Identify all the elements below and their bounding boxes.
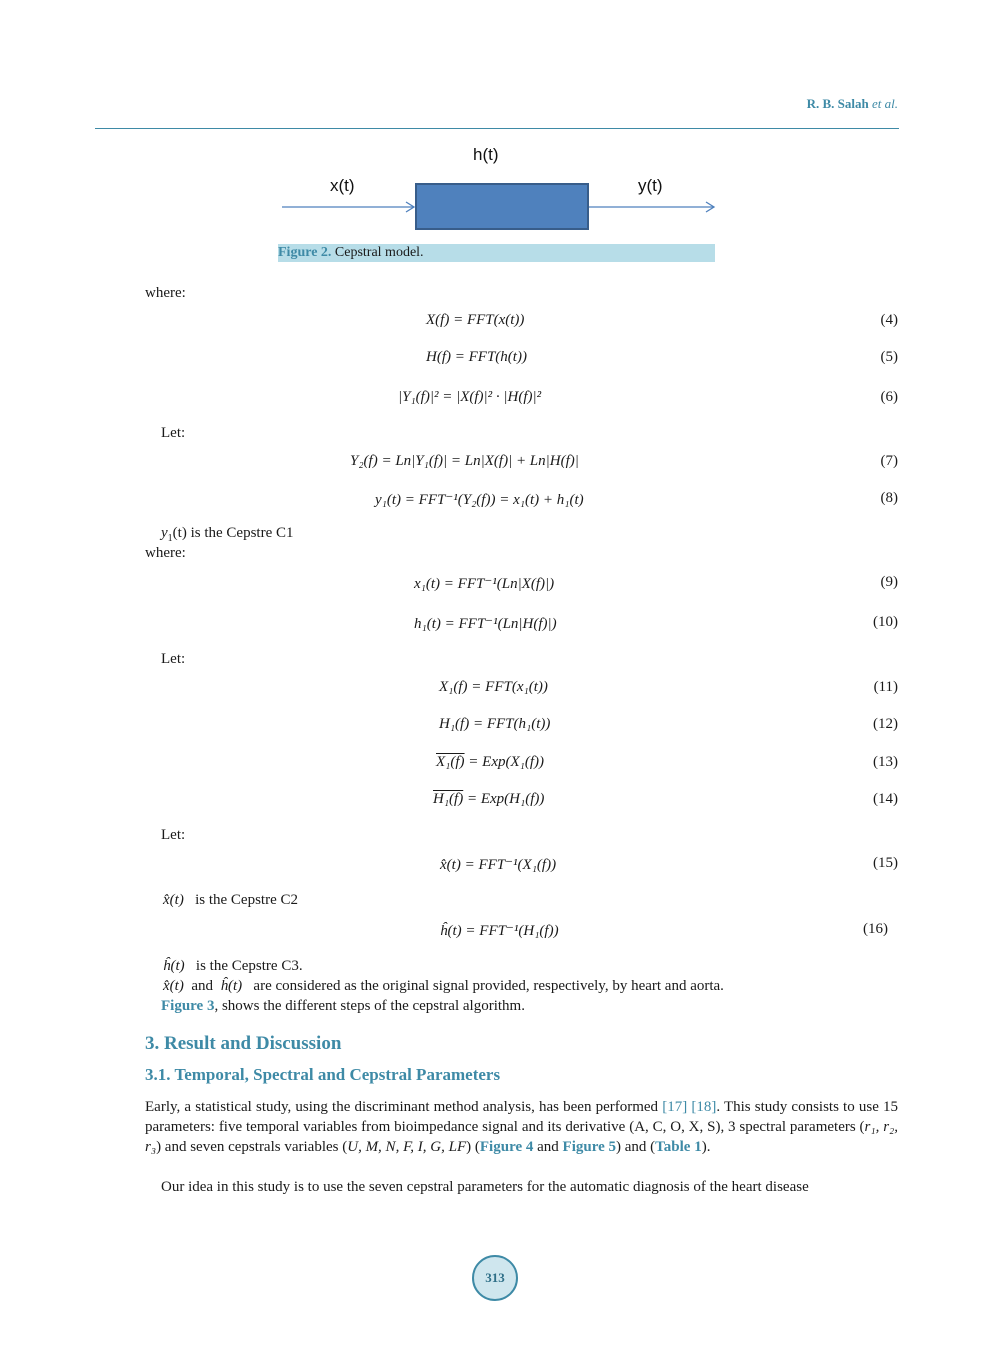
equation-9 (414, 574, 554, 593)
system-box (415, 183, 589, 230)
eq11-rhs: = FFT(x₁(t)) (471, 679, 548, 695)
let-text-2: Let: (161, 651, 186, 667)
para1-text-a: Early, a statistical study, using the discriminant method analysis, has been performed (145, 1099, 663, 1115)
paragraph-1 (145, 1097, 898, 1157)
eq7-rhs: = Ln|X(f)| + Ln|H(f)| (450, 453, 579, 469)
eq6-rhs: = |X(f)|² · |H(f)|² (442, 389, 542, 405)
figure-4-link[interactable]: Figure 4 (479, 1139, 534, 1155)
equation-4 (426, 312, 524, 329)
cepstre-c2-label: is the Cepstre C2 (195, 892, 298, 908)
eq15-rhs: = FFT⁻¹(X₁(f)) (464, 857, 557, 873)
y1-argument: (t) (172, 525, 187, 541)
para1-text-d: ) ( (466, 1139, 480, 1155)
hhat-symbol-2: ĥ(t) (220, 978, 243, 994)
figure3-sentence (161, 996, 525, 1016)
section-3-heading: 3. Result and Discussion (145, 1033, 342, 1054)
header-divider (95, 128, 899, 129)
figure-3-link[interactable]: Figure 3 (161, 998, 215, 1014)
page-number: 313 (472, 1255, 518, 1301)
let-text-1: Let: (161, 425, 186, 441)
cepstre-c3-label: is the Cepstre C3. (195, 958, 303, 974)
eq-number-5: (5) (880, 349, 898, 365)
eq14-rhs: = Exp(H₁(f)) (466, 791, 545, 807)
eq-number-4: (4) (880, 312, 898, 328)
cepstre-c1-label: is the Cepstre C1 (190, 525, 294, 541)
output-label: y(t) (638, 176, 663, 195)
equation-6 (398, 389, 541, 406)
eq5-lhs: H(f) (426, 349, 451, 365)
eq12-lhs: H₁(f) (439, 716, 470, 732)
eq-number-7: (7) (880, 453, 898, 469)
eq-number-6: (6) (880, 389, 898, 405)
eq13-rhs: = Exp(X₁(f)) (468, 754, 545, 770)
eq8-rhs: = x₁(t) + h₁(t) (499, 492, 584, 508)
para1-text-f: ). (701, 1139, 711, 1155)
citation-17-link[interactable]: [17] (662, 1099, 688, 1115)
equation-10 (414, 614, 557, 633)
eq-number-12: (12) (873, 716, 898, 732)
eq6-lhs: |Y₁(f)|² (398, 389, 439, 405)
where-text-1: where: (145, 285, 186, 301)
figure-5-link[interactable]: Figure 5 (562, 1139, 616, 1155)
equation-8 (375, 490, 584, 509)
eq16-lhs: ĥ(t) (440, 923, 462, 939)
eq-number-15: (15) (873, 855, 898, 871)
figure-3-sentence-rest: , shows the different steps of the cepstral algorithm. (214, 998, 525, 1014)
para1-text-b: . This study consists to use 15 parameters: five temporal variables from bioimpedance signal and its derivative (A, C, O, X, S), 3 spectral parameters ( (145, 1099, 899, 1135)
running-header-author (807, 96, 898, 112)
eq14-lhs: H₁(f) (433, 791, 464, 807)
spectral-params: r₁, r₂, r₃ (145, 1119, 899, 1155)
y1-symbol: y (161, 525, 168, 541)
cepstre-c2-text (163, 890, 298, 910)
eq10-rhs: = FFT⁻¹(Ln|H(f)|) (444, 616, 557, 632)
eq11-lhs: X₁(f) (439, 679, 468, 695)
eq16-rhs: = FFT⁻¹(H₁(f)) (465, 923, 559, 939)
eq15-lhs: x̂(t) (440, 857, 461, 873)
eq9-rhs: = FFT⁻¹(Ln|X(f)|) (443, 576, 555, 592)
para1-and: and (533, 1139, 563, 1155)
eq-number-14: (14) (873, 791, 898, 807)
paragraph-2: Our idea in this study is to use the seven cepstral parameters for the automatic diagnosis of the heart disease (161, 1179, 809, 1195)
figure-caption-text: Cepstral model. (334, 245, 424, 260)
eq4-lhs: X(f) (426, 312, 450, 328)
eq10-lhs: h₁(t) (414, 616, 441, 632)
citation-18-link[interactable]: [18] (691, 1099, 717, 1115)
original-signal-text (163, 976, 724, 996)
eq4-rhs: = FFT(x(t)) (453, 312, 525, 328)
figure-label: Figure 2. (278, 245, 332, 260)
eq-number-9: (9) (880, 574, 898, 590)
eq12-rhs: = FFT(h₁(t)) (472, 716, 551, 732)
table-1-link[interactable]: Table 1 (655, 1139, 702, 1155)
equation-14 (433, 791, 544, 808)
and-word: and (191, 978, 213, 994)
author-suffix: et al. (872, 96, 898, 111)
system-label: h(t) (473, 145, 499, 164)
equation-16 (440, 921, 559, 940)
eq13-lhs: X₁(f) (436, 754, 465, 770)
equation-11 (439, 679, 548, 696)
input-label: x(t) (330, 176, 355, 195)
where-text-2: where: (145, 545, 186, 561)
eq-number-16: (16) (863, 921, 888, 937)
equation-7 (350, 453, 579, 470)
figure-caption (278, 244, 715, 262)
xhat-symbol-2: x̂(t) (163, 978, 184, 994)
eq-number-11: (11) (873, 679, 898, 695)
let-text-3: Let: (161, 827, 186, 843)
equation-13 (436, 754, 544, 771)
y1-subscript: 1 (167, 533, 173, 544)
eq-number-10: (10) (873, 614, 898, 630)
hhat-symbol: ĥ(t) (163, 958, 185, 974)
cepstre-c3-text (163, 956, 303, 976)
xhat-symbol: x̂(t) (163, 892, 184, 908)
equation-12 (439, 716, 550, 733)
para1-text-c: ) and seven cepstrals variables ( (156, 1139, 348, 1155)
eq7-lhs: Y₂(f) = Ln|Y₁(f)| (350, 453, 448, 469)
eq8-lhs: y₁(t) = FFT⁻¹(Y₂(f)) (375, 492, 496, 508)
eq5-rhs: = FFT(h(t)) (454, 349, 527, 365)
author-name: R. B. Salah (806, 96, 869, 111)
cepstral-vars: U, M, N, F, I, G, LF (347, 1139, 467, 1155)
eq-number-13: (13) (873, 754, 898, 770)
original-signal-sentence: are considered as the original signal provided, respectively, by heart and aorta. (253, 978, 724, 994)
eq-number-8: (8) (880, 490, 898, 506)
section-3-1-heading: 3.1. Temporal, Spectral and Cepstral Parameters (145, 1065, 501, 1084)
equation-5 (426, 349, 527, 366)
para1-text-e: ) and ( (616, 1139, 656, 1155)
equation-15 (440, 855, 556, 874)
eq9-lhs: x₁(t) (414, 576, 441, 592)
